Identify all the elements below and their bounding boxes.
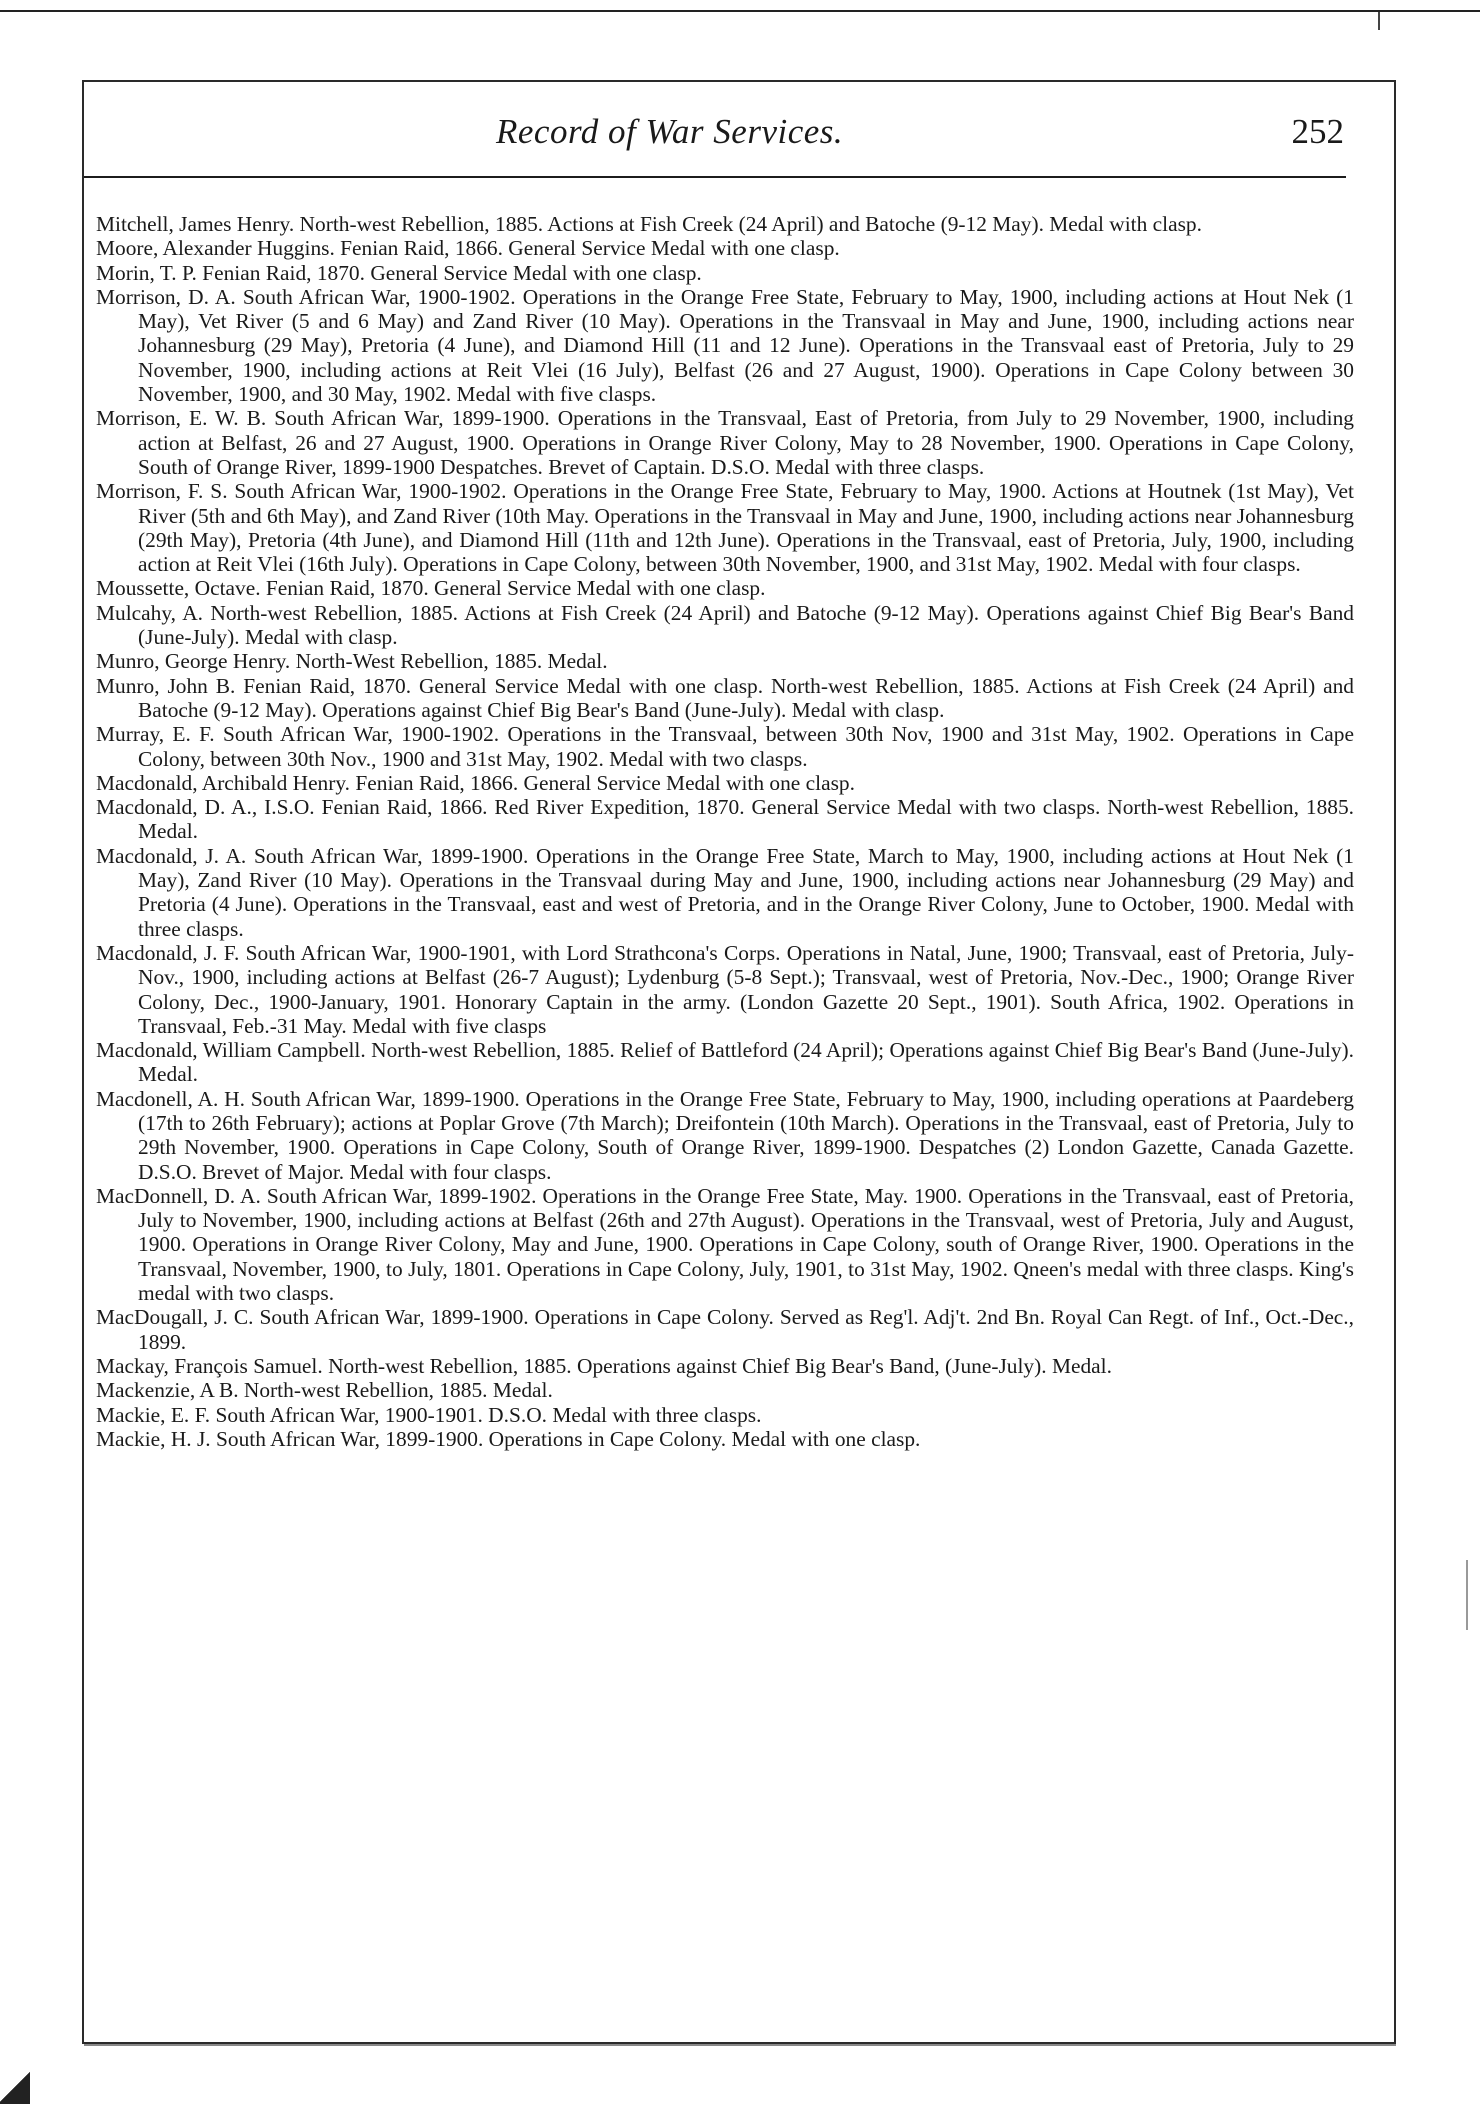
- list-item: MacDougall, J. C. South African War, 1899-1900. Operations in Cape Colony. Served as Reg'l. Adj't. 2nd Bn. Royal Can Regt. of Inf., Oct.-Dec., 1899.: [96, 1305, 1354, 1354]
- list-item: Mackenzie, A B. North-west Rebellion, 1885. Medal.: [96, 1378, 553, 1403]
- margin-mark: [1466, 1560, 1468, 1630]
- list-item: Mulcahy, A. North-west Rebellion, 1885. Actions at Fish Creek (24 April) and Batoche (9-12 May). Operations against Chief Big Bear's Band (June-July). Medal with clasp.: [96, 600, 1354, 650]
- list-item: Munro, John B. Fenian Raid, 1870. General Service Medal with one clasp. North-west Rebellion, 1885. Actions at Fish Creek (24 April) and Batoche (9-12 May). Operations against Chief Big Bear's Band (June-July). Medal with clasp.: [96, 673, 1354, 722]
- header-rule: [84, 176, 1346, 178]
- top-tick-mark: [1378, 12, 1380, 30]
- list-item: Moore, Alexander Huggins. Fenian Raid, 1866. General Service Medal with one clasp.: [96, 236, 840, 261]
- top-border-rule: [0, 10, 1480, 12]
- list-item: Macdonald, Archibald Henry. Fenian Raid, 1866. General Service Medal with one clasp.: [96, 770, 855, 795]
- list-item: Macdonald, J. F. South African War, 1900-1901, with Lord Strathcona's Corps. Operations in Natal, June, 1900; Transvaal, east of Pretoria, July-Nov., 1900, including actions at Belfast (26-7 August); Lydenburg (5-8 Sept.); Transvaal, west of Pretoria, Nov.-Dec., 1900; Orange River Colony, Dec., 1900-January, 1901. Honorary Captain in the army. (London Gazette 20 Sept., 1901). South Africa, 1902. Operations in Transvaal, Feb.-31 May. Medal with five clasps: [96, 940, 1354, 1038]
- list-item: Murray, E. F. South African War, 1900-1902. Operations in the Transvaal, between 30th Nov, 1900 and 31st May, 1902. Operations in Cape Colony, between 30th Nov., 1900 and 31st May, 1902. Medal with two clasps.: [96, 722, 1354, 771]
- list-item: Moussette, Octave. Fenian Raid, 1870. General Service Medal with one clasp.: [96, 576, 766, 601]
- list-item: Morrison, D. A. South African War, 1900-1902. Operations in the Orange Free State, February to May, 1900, including actions at Hout Nek (1 May), Vet River (5 and 6 May) and Zand River (10 May). Operations in the Transvaal in May and June, 1900, including actions near Johannesburg (29 May), Pretoria (4 June), and Diamond Hill (11 and 12 June). Operations in the Transvaal east of Pretoria, July to 29 November, 1900, including actions at Reit Vlei (16 July), Belfast (26 and 27 August, 1900). Operations in Cape Colony between 30 November, 1900, and 30 May, 1902. Medal with five clasps.: [96, 284, 1354, 407]
- list-item: Macdonald, D. A., I.S.O. Fenian Raid, 1866. Red River Expedition, 1870. General Service Medal with two clasps. North-west Rebellion, 1885. Medal.: [96, 795, 1354, 844]
- list-item: Morin, T. P. Fenian Raid, 1870. General Service Medal with one clasp.: [96, 260, 702, 285]
- list-item: Munro, George Henry. North-West Rebellion, 1885. Medal.: [96, 649, 608, 674]
- list-item: MacDonnell, D. A. South African War, 1899-1902. Operations in the Orange Free State, May. 1900. Operations in the Transvaal, east of Pretoria, July to November, 1900, including actions at Belfast (26th and 27th August). Operations in the Transvaal, west of Pretoria, July and August, 1900. Operations in Orange River Colony, May and June, 1900. Operations in Cape Colony, south of Orange River, 1900. Operations in the Transvaal, November, 1900, to July, 1801. Operations in Cape Colony, July, 1901, to 31st May, 1902. Qneen's medal with three clasps. King's medal with two clasps.: [96, 1183, 1354, 1306]
- page-header: [84, 112, 1344, 162]
- list-item: Mackay, François Samuel. North-west Rebellion, 1885. Operations against Chief Big Bear's Band, (June-July). Medal.: [96, 1353, 1112, 1378]
- list-item: Morrison, E. W. B. South African War, 1899-1900. Operations in the Transvaal, East of Pretoria, from July to 29 November, 1900, including action at Belfast, 26 and 27 August, 1900. Operations in Orange River Colony, May to 28 November, 1900. Operations in Cape Colony, South of Orange River, 1899-1900 Despatches. Brevet of Captain. D.S.O. Medal with three clasps.: [96, 406, 1354, 479]
- list-item: Macdonald, J. A. South African War, 1899-1900. Operations in the Orange Free State, March to May, 1900, including actions at Hout Nek (1 May), Zand River (10 May). Operations in the Transvaal during May and June, 1900, including actions near Johannesburg (29 May) and Pretoria (4 June). Operations in the Transvaal, east and west of Pretoria, and in the Orange River Colony, June to October, 1900. Medal with three clasps.: [96, 843, 1354, 941]
- list-item: Mackie, H. J. South African War, 1899-1900. Operations in Cape Colony. Medal with one clasp.: [96, 1426, 921, 1451]
- frame-bottom-shadow: [84, 2044, 1396, 2046]
- running-title: Record of War Services.: [496, 112, 844, 151]
- list-item: Macdonald, William Campbell. North-west Rebellion, 1885. Relief of Battleford (24 April); Operations against Chief Big Bear's Band (June-July). Medal.: [96, 1038, 1354, 1087]
- corner-binding-mark: [0, 2070, 30, 2104]
- entries-list: [96, 212, 1354, 1451]
- list-item: Mackie, E. F. South African War, 1900-1901. D.S.O. Medal with three clasps.: [96, 1402, 762, 1427]
- page-number: 252: [1291, 112, 1344, 151]
- list-item: Morrison, F. S. South African War, 1900-1902. Operations in the Orange Free State, February to May, 1900. Actions at Houtnek (1st May), Vet River (5th and 6th May), and Zand River (10th May. Operations in the Transvaal in May and June, 1900, including actions near Johannesburg (29th May), Pretoria (4th June), and Diamond Hill (11th and 12th June). Operations in the Transvaal, east of Pretoria, July, 1900, including action at Reit Vlei (16th July). Operations in Cape Colony, between 30th November, 1900, and 31st May, 1902. Medal with four clasps.: [96, 479, 1354, 577]
- list-item: Mitchell, James Henry. North-west Rebellion, 1885. Actions at Fish Creek (24 April) and Batoche (9-12 May). Medal with clasp.: [96, 212, 1202, 236]
- list-item: Macdonell, A. H. South African War, 1899-1900. Operations in the Orange Free State, February to May, 1900, including operations at Paardeberg (17th to 26th February); actions at Poplar Grove (7th March); Dreifontein (10th March). Operations in the Transvaal, east of Pretoria, July to 29th November, 1900. Operations in Cape Colony, South of Orange River, 1899-1900. Despatches (2) London Gazette, Canada Gazette. D.S.O. Brevet of Major. Medal with four clasps.: [96, 1086, 1354, 1184]
